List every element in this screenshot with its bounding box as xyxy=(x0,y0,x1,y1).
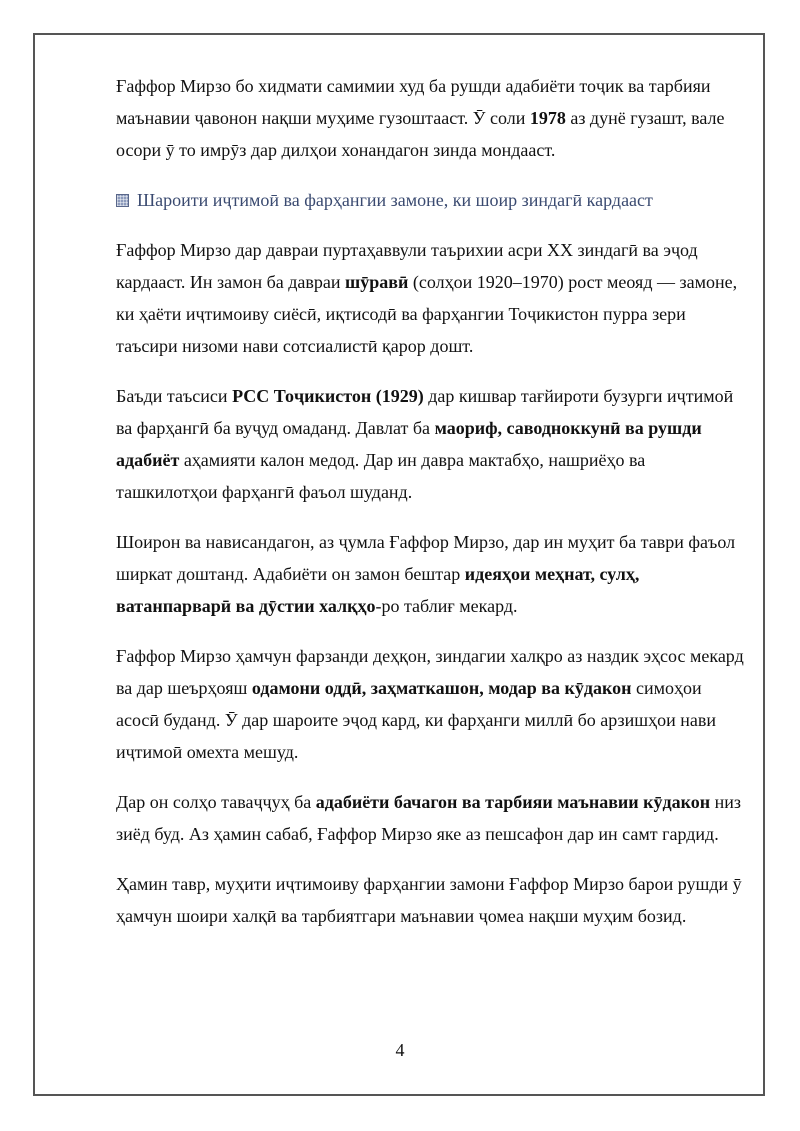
document-body xyxy=(116,70,746,950)
paragraph xyxy=(116,234,746,362)
emphasis-text: РСС Тоҷикистон (1929) xyxy=(232,386,424,406)
body-text: -ро таблиғ мекард. xyxy=(375,596,518,616)
body-text: Ғаффор Мирзо дар давраи пуртаҳаввули таърихии асри XX зиндагӣ ва эҷод кардааст. Ин замон ба давраи xyxy=(116,240,698,292)
paragraph xyxy=(116,640,746,768)
section-heading-text: Шароити иҷтимоӣ ва фарҳангии замоне, ки шоир зиндагӣ кардааст xyxy=(137,190,653,210)
section-heading xyxy=(116,184,746,216)
emphasis-text: шӯравӣ xyxy=(345,272,409,292)
body-text: Шоирон ва нависандагон, аз ҷумла Ғаффор Мирзо, дар ин муҳит ба таври фаъол ширкат доштанд. Адабиёти он замон бештар xyxy=(116,532,736,584)
body-text: (солҳои 1920–1970) рост меояд — замоне, ки ҳаёти иҷтимоиву сиёсӣ, иқтисодӣ ва фарҳангии Тоҷикистон пурра зери таъсири низоми нави сотсиалистӣ қарор дошт. xyxy=(116,272,738,356)
body-text: низ зиёд буд. Аз ҳамин сабаб, Ғаффор Мирзо яке аз пешсафон дар ин самт гардид. xyxy=(116,792,742,844)
paragraph xyxy=(116,868,746,932)
paragraph xyxy=(116,70,746,166)
square-pattern-icon xyxy=(116,194,129,207)
body-text: Дар он солҳо таваҷҷуҳ ба xyxy=(116,792,316,812)
body-text: Баъди таъсиси xyxy=(116,386,233,406)
body-text: дар кишвар тағйироти бузурги иҷтимоӣ ва фарҳангӣ ба вуҷуд омаданд. Давлат ба xyxy=(116,386,734,438)
emphasis-text: маориф, саводноккунӣ ва рушди адабиёт xyxy=(116,418,702,470)
body-text: симоҳои асосӣ буданд. Ӯ дар шароите эҷод кард, ки фарҳанги миллӣ бо арзишҳои нави иҷтимоӣ омехта мешуд. xyxy=(116,678,717,762)
emphasis-text: идеяҳои меҳнат, сулҳ, ватанпарварӣ ва дӯстии халқҳо xyxy=(116,564,640,616)
body-text: аҳамияти калон медод. Дар ин давра мактабҳо, нашриёҳо ва ташкилотҳои фарҳангӣ фаъол шуданд. xyxy=(116,450,646,502)
body-text: аз дунё гузашт, вале осори ӯ то имрӯз дар дилҳои хонандагон зинда мондааст. xyxy=(116,108,725,160)
body-text: Ғаффор Мирзо ҳамчун фарзанди деҳқон, зиндагии халқро аз наздик эҳсос мекард ва дар шеърҳояш xyxy=(116,646,744,698)
body-text: Ҳамин тавр, муҳити иҷтимоиву фарҳангии замони Ғаффор Мирзо барои рушди ӯ ҳамчун шоири халқӣ ва тарбиятгари маънавии ҷомеа нақши муҳим бозид. xyxy=(116,874,742,926)
body-text: Ғаффор Мирзо бо хидмати самимии худ ба рушди адабиёти тоҷик ва тарбияи маънавии ҷавонон нақши муҳиме гузоштааст. Ӯ соли xyxy=(116,76,711,128)
paragraph xyxy=(116,526,746,622)
emphasis-text: одамони оддӣ, заҳматкашон, модар ва кӯдакон xyxy=(251,678,632,698)
page-number: 4 xyxy=(395,1040,405,1060)
paragraph xyxy=(116,786,746,850)
emphasis-text: адабиёти бачагон ва тарбияи маънавии кӯдакон xyxy=(315,792,711,812)
paragraph xyxy=(116,380,746,508)
emphasis-text: 1978 xyxy=(529,108,566,128)
